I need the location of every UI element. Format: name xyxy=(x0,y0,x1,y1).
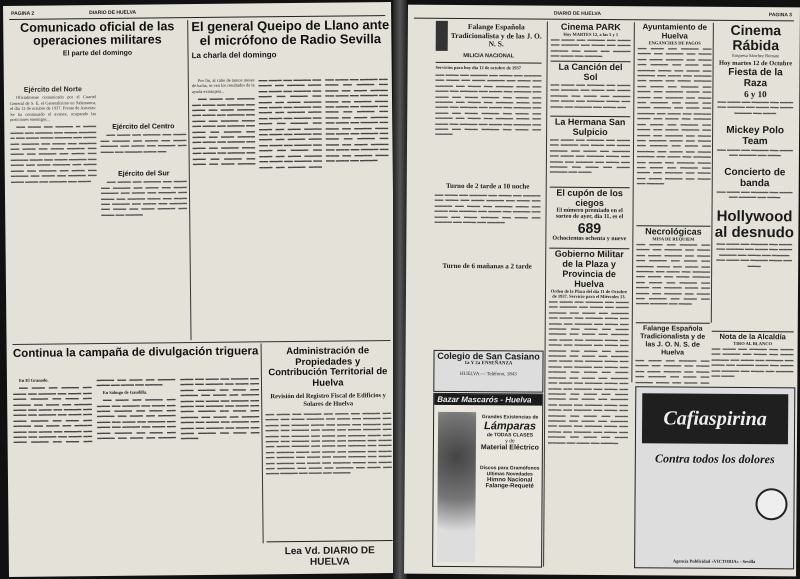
ayuntamiento-column: Ayuntamiento de Huelva ENGANCHES DE PAGOS ▬▬ ▬▬▬ ▬▬ ▬▬▬▬ ▬▬ ▬▬▬ ▬▬ ▬▬▬▬ ▬▬ ▬▬▬ ▬▬ ▬▬▬ ▬▬▬▬ ▬▬ ▬▬▬ ▬▬ ▬▬▬▬ ▬▬ ▬▬▬ ▬▬ ▬▬▬▬ ▬▬▬ ▬▬ ▬▬▬ ▬▬ ▬▬▬▬ ▬▬ ▬▬▬ ▬▬ ▬▬▬▬ ▬▬ ▬▬▬ ▬▬ ▬▬▬ ▬▬▬▬ ▬▬ ▬▬▬ ▬▬ ▬▬▬▬ ▬▬ ▬▬▬ ▬▬ ▬▬▬▬ ▬▬▬ ▬▬ ▬▬▬ ▬▬ ▬▬▬▬ ▬▬ ▬▬▬ ▬▬ ▬▬▬▬ ▬▬ ▬▬▬ ▬▬ ▬▬▬ ▬▬▬▬ ▬▬ ▬▬▬ ▬▬ ▬▬▬▬ ▬▬ ▬▬▬ ▬▬ ▬▬▬▬ ▬▬▬ ▬▬ ▬▬▬ ▬▬ ▬▬▬▬ ▬▬ ▬▬▬ ▬▬ ▬▬▬▬ ▬▬ ▬▬▬ ▬▬ ▬▬▬ ▬▬▬▬ ▬▬ ▬▬▬ ▬▬ ▬▬▬▬ ▬▬ ▬▬▬ ▬▬ ▬▬▬▬ ▬▬▬ ▬▬ ▬▬▬ ▬▬ ▬▬▬▬ ▬▬ ▬▬▬ ▬▬ ▬▬▬▬ ▬▬ ▬▬▬ ▬▬ ▬▬▬ ▬▬▬▬ ▬▬ ▬▬▬ ▬▬ ▬▬▬▬ ▬▬ ▬▬▬ ▬▬ ▬▬▬▬ ▬▬▬ ▬▬ ▬▬▬ ▬▬ ▬▬▬▬ ▬▬ ▬▬▬ ▬▬ ▬▬▬▬ ▬▬ ▬▬▬ ▬▬ ▬▬▬ ▬▬▬▬ ▬▬ ▬▬▬ ▬▬ ▬▬▬▬ Necrológicas MISA DE REQUIEM ▬▬ ▬▬▬ ▬▬ ▬▬▬▬ ▬▬ ▬▬▬ ▬▬ ▬▬▬▬ ▬▬ ▬▬▬ ▬▬ ▬▬▬ ▬▬▬▬ ▬▬ ▬▬▬ ▬▬ ▬▬▬▬ ▬▬ ▬▬▬ ▬▬ ▬▬▬▬ ▬▬▬ ▬▬ ▬▬▬ ▬▬ ▬▬▬▬ ▬▬ ▬▬▬ ▬▬ ▬▬▬▬ ▬▬ ▬▬▬ ▬▬ ▬▬▬ ▬▬▬▬ ▬▬ ▬▬▬ ▬▬ ▬▬▬▬ ▬▬ ▬▬▬ ▬▬ ▬▬▬▬ ▬▬▬ ▬▬ ▬▬▬ ▬▬ ▬▬▬▬ ▬▬ ▬▬▬ ▬▬ ▬▬▬▬ ▬▬ ▬▬▬ ▬▬ ▬▬▬ ▬▬▬▬ ▬▬ ▬▬▬ xyxy=(635,22,712,307)
falange-emblem-icon xyxy=(436,21,448,51)
column-rule-2 xyxy=(261,343,264,543)
bazar-list xyxy=(480,414,541,489)
ayuntamiento-title: Ayuntamiento de Huelva xyxy=(642,22,708,41)
nota-title: Nota de la Alcaldía xyxy=(712,331,794,342)
gobierno-title: Gobierno Militar de la Plaza y Provincia de Huelva xyxy=(549,248,629,290)
cafiaspirina-tagline: Contra todos los dolores xyxy=(654,451,775,467)
cinema-park-body: Hoy MARTES 12, a las 5 y 1 xyxy=(563,31,619,38)
colegio-sub: 1a Y 2a ENSEÑANZA xyxy=(464,361,513,367)
horizontal-rule xyxy=(13,340,391,345)
lamp-illustration-icon xyxy=(437,412,476,562)
rabida-block: Cinema Rábida Empresa Sánchez Romate Hoy martes 12 de Octubre Fiesta de la Raza 6 y 10 ▬▬ ▬▬▬ ▬▬ ▬▬▬▬ ▬▬ ▬▬▬ ▬▬ ▬▬▬▬ ▬▬ ▬▬▬ ▬▬ ▬▬▬ ▬▬▬▬ ▬▬ ▬▬▬ Mickey Polo Team ▬▬ ▬▬▬ ▬▬ ▬▬▬▬ ▬▬ ▬▬▬ ▬▬ ▬▬▬▬ ▬▬ ▬▬▬ Concierto de banda ▬▬ ▬▬▬ ▬▬ ▬▬▬▬ ▬▬ ▬▬▬ ▬▬ ▬▬▬▬ ▬▬ ▬▬▬ Hollywood al desnudo ▬▬ ▬▬▬ ▬▬ ▬▬▬▬ ▬▬ ▬▬▬ ▬▬ ▬▬▬▬ ▬▬ ▬▬▬ ▬▬ ▬▬▬ ▬▬▬▬ ▬▬ ▬▬▬ ▬▬ ▬▬▬▬ ▬▬ ▬▬▬ ▬▬ ▬▬▬▬ ▬▬▬ ▬▬ ▬▬▬ xyxy=(714,21,795,268)
falange-title: Falange Española Tradicionalista y de las J. O. N. S. xyxy=(450,22,542,49)
cafiaspirina-foot: Agencia Publicidad «VICTORIA» - Sevilla xyxy=(672,558,756,565)
rabida-film3: Hollywood al desnudo xyxy=(714,207,795,242)
middle-column: Cinema PARK Hoy MARTES 12, a las 5 y 1 ▬▬ ▬▬▬ ▬▬ ▬▬▬▬ ▬▬ ▬▬▬ ▬▬ ▬▬▬▬ ▬▬ ▬▬▬ ▬▬ ▬▬▬ ▬▬▬▬ ▬▬ ▬▬▬ ▬▬ ▬▬▬▬ ▬▬ ▬▬▬ ▬▬ ▬▬▬▬ La Canción del Sol ▬▬ ▬▬▬ ▬▬ ▬▬▬▬ ▬▬ ▬▬▬ ▬▬ ▬▬▬▬ ▬▬ ▬▬▬ ▬▬ ▬▬▬ ▬▬▬▬ ▬▬ ▬▬▬ ▬▬ ▬▬▬▬ ▬▬ ▬▬▬ ▬▬ ▬▬▬▬ ▬▬▬ ▬▬ ▬▬▬ ▬▬ ▬▬▬▬ ▬▬ ▬▬▬ ▬▬ La Hermana San Sulpicio ▬▬ ▬▬▬ ▬▬ ▬▬▬▬ ▬▬ ▬▬▬ ▬▬ ▬▬▬▬ ▬▬ ▬▬▬ ▬▬ ▬▬▬ ▬▬▬▬ ▬▬ ▬▬▬ ▬▬ ▬▬▬▬ ▬▬ ▬▬▬ ▬▬ ▬▬▬▬ ▬▬▬ ▬▬ ▬▬▬ ▬▬ ▬▬▬▬ ▬▬ ▬▬▬ ▬▬ ▬▬▬▬ ▬▬ ▬▬▬ ▬▬ ▬▬▬ ▬▬▬▬ ▬▬ ▬▬▬ El cupón de los ciegos El número premiado en el sorteo de ayer, día 11, es el 689 Ochocientos ochenta y nueve Gobierno Militar de la Plaza y Provincia de Huelva Orden de la Plaza del día 11 de Octubre de 1937. Servicio para el Miércoles 13. ▬▬ ▬▬▬ ▬▬ ▬▬▬▬ ▬▬ ▬▬▬ ▬▬ ▬▬▬▬ ▬▬ ▬▬▬ ▬▬ ▬▬▬ ▬▬▬▬ ▬▬ ▬▬▬ ▬▬ ▬▬▬▬ ▬▬ ▬▬▬ ▬▬ ▬▬▬▬ ▬▬▬ ▬▬ ▬▬▬ ▬▬ ▬▬▬▬ ▬▬ ▬▬▬ ▬▬ ▬▬▬▬ ▬▬ ▬▬▬ ▬▬ ▬▬▬ ▬▬▬▬ ▬▬ ▬▬▬ ▬▬ ▬▬▬▬ ▬▬ ▬▬▬ ▬▬ ▬▬▬▬ ▬▬▬ ▬▬ ▬▬▬ ▬▬ ▬▬▬▬ ▬▬ ▬▬▬ ▬▬ ▬▬▬▬ ▬▬ ▬▬▬ ▬▬ ▬▬▬ ▬▬▬▬ ▬▬ ▬▬▬ ▬▬ ▬▬▬▬ ▬▬ ▬▬▬ ▬▬ ▬▬▬▬ ▬▬▬ ▬▬ ▬▬▬ ▬▬ ▬▬▬▬ ▬▬ ▬▬▬ ▬▬ ▬▬▬▬ ▬▬ ▬▬▬ ▬▬ ▬▬▬ ▬▬▬▬ ▬▬ ▬▬▬ ▬▬ ▬▬▬▬ ▬▬ ▬▬▬ ▬▬ ▬▬▬▬ ▬▬▬ ▬▬ ▬▬▬ ▬▬ ▬▬▬▬ ▬▬ ▬▬▬ ▬▬ ▬▬▬▬ ▬▬ ▬▬▬ ▬▬ ▬▬▬ ▬▬▬▬ ▬▬ ▬▬▬ ▬▬ ▬▬▬▬ ▬▬ ▬▬▬ ▬▬ ▬▬▬▬ ▬▬▬ ▬▬ ▬▬▬ ▬▬ ▬▬▬▬ ▬▬ ▬▬▬ ▬▬ ▬▬▬▬ ▬▬ ▬▬▬ ▬▬ ▬▬▬ ▬▬▬▬ ▬▬ ▬▬▬ ▬▬ ▬▬▬▬ ▬▬ ▬▬▬ ▬▬ ▬▬▬▬ ▬▬▬ ▬▬ ▬▬▬ ▬▬ ▬▬▬▬ ▬▬ ▬▬▬ ▬▬ ▬▬▬▬ ▬▬ ▬▬▬ ▬▬ ▬▬▬ ▬▬▬▬ ▬▬ ▬▬▬ ▬▬ ▬▬▬▬ xyxy=(547,21,631,445)
rabida-name: Cinema Rábida xyxy=(730,21,782,54)
story2-body: Por fin, al cabo de tantos meses de lucha, se ven los resultados de la ayuda extranjera... ▬▬ ▬▬▬ ▬▬ ▬▬▬▬ ▬▬ ▬▬▬ ▬▬ ▬▬▬▬ ▬▬ ▬▬▬ ▬▬ ▬▬▬ ▬▬▬▬ ▬▬ ▬▬▬ ▬▬ ▬▬▬▬ ▬▬ ▬▬▬ ▬▬ ▬▬▬▬ ▬▬▬ ▬▬ ▬▬▬ ▬▬ ▬▬▬▬ ▬▬ ▬▬▬ ▬▬ ▬▬▬▬ ▬▬ ▬▬▬ ▬▬ ▬▬▬ ▬▬▬▬ ▬▬ ▬▬▬ ▬▬ ▬▬▬▬ ▬▬ ▬▬▬ ▬▬ ▬▬▬▬ ▬▬▬ ▬▬ ▬▬▬ ▬▬ ▬▬▬▬ ▬▬ ▬▬▬ ▬▬ ▬▬▬▬ ▬▬ ▬▬▬ ▬▬ ▬▬▬ ▬▬▬▬ ▬▬ ▬▬▬ ▬▬ ▬▬▬▬ ▬▬ ▬▬▬ ▬▬ ▬▬▬▬ ▬▬▬ ▬▬ ▬▬▬ ▬▬ ▬▬▬▬ ▬▬ ▬▬▬ ▬▬ ▬▬▬▬ ▬▬ ▬▬▬ ▬▬ ▬▬▬ ▬▬▬▬ ▬▬ ▬▬▬ ▬▬ ▬▬▬▬ ▬▬ ▬▬▬ ▬▬ ▬▬▬▬ ▬▬▬ ▬▬ ▬▬▬ ▬▬ ▬▬▬▬ ▬▬ ▬▬▬ ▬▬ ▬▬▬▬ ▬▬ ▬▬▬ ▬▬ ▬▬▬ ▬▬▬▬ ▬▬ ▬▬▬ ▬▬ ▬▬▬▬ ▬▬ ▬▬▬ ▬▬ ▬▬▬▬ ▬▬▬ ▬▬ ▬▬▬ ▬▬ ▬▬▬▬ ▬▬ ▬▬▬ ▬▬ ▬▬▬▬ ▬▬ ▬▬▬ ▬▬ ▬▬▬ ▬▬▬▬ ▬▬ ▬▬▬ ▬▬ ▬▬▬▬ ▬▬ ▬▬▬ ▬▬ ▬▬▬▬ ▬▬▬ ▬▬ ▬▬▬ ▬▬ ▬▬▬▬ ▬▬ ▬▬▬ ▬▬ ▬▬▬▬ ▬▬ ▬▬▬ ▬▬ ▬▬▬ ▬▬▬▬ ▬▬ ▬▬▬ ▬▬ ▬▬▬▬ ▬▬ ▬▬▬ ▬▬ ▬▬▬▬ ▬▬▬ ▬▬ ▬▬▬ ▬▬ ▬▬▬▬ ▬▬ ▬▬▬ ▬▬ ▬▬▬▬ ▬▬ ▬▬▬ ▬▬ ▬▬▬ ▬▬▬▬ ▬▬ ▬▬▬ ▬▬ ▬▬▬▬ ▬▬ ▬▬▬ ▬▬ ▬▬▬▬ ▬▬▬ ▬▬ ▬▬▬ ▬▬ ▬▬▬▬ ▬▬ ▬▬▬ ▬▬ ▬▬▬▬ ▬▬ ▬▬▬ ▬▬ ▬▬▬ ▬▬▬▬ ▬▬ ▬▬▬ ▬▬ ▬▬▬▬ ▬▬ ▬▬▬ ▬▬ ▬▬▬▬ ▬▬▬ ▬▬ ▬▬▬ ▬▬ ▬▬▬▬ xyxy=(191,76,389,169)
story2-body-text: Por fin, al cabo de tantos meses de lucha, se ven los resultados de la ayuda extranjera... xyxy=(191,77,255,94)
bazar-line-9: Falange-Requeté xyxy=(485,483,534,490)
bazar-name: Bazar Mascarós - Huelva xyxy=(434,394,542,406)
story2-headline: El general Queipo de Llano ante el micrófono de Radio Sevilla xyxy=(191,17,390,48)
story1-block xyxy=(9,20,185,58)
bayer-cross-icon xyxy=(755,488,787,520)
gobierno-body: Orden de la Plaza del día 11 de Octubre de 1937. Servicio para el Miércoles 13. xyxy=(550,288,628,300)
admin-ad-title: Administración de Propiedades y Contribución Territorial de Huelva xyxy=(268,345,388,389)
column-rule-r1 xyxy=(543,22,548,567)
story1-section-sur: Ejército del Sur xyxy=(118,170,170,178)
cupon-body: El número premiado en el sorteo de ayer, día 11, es el xyxy=(555,207,624,221)
story1-section-norte: Ejército del Norte xyxy=(23,86,82,94)
necrologicas-title: Necrológicas xyxy=(636,225,710,237)
admin-ad xyxy=(265,346,393,511)
cupon-suffix: Ochocientos ochenta y nueve xyxy=(552,235,627,243)
story1-sub: El parte del domingo xyxy=(62,49,133,58)
story3-headline: Continua la campaña de divulgación triguera xyxy=(12,345,259,360)
footer-slogan: Lea Vd. DIARIO DE HUELVA xyxy=(267,540,393,568)
bazar-line-4: y de xyxy=(505,438,515,445)
bazar-line-1: Grandes Existencias de xyxy=(481,414,539,421)
right-newspaper-page xyxy=(404,5,800,577)
nota-block: Nota de la Alcaldía TIRO AL BLANCO ▬▬ ▬▬▬ ▬▬ ▬▬▬▬ ▬▬ ▬▬▬ ▬▬ ▬▬▬▬ ▬▬ ▬▬▬ ▬▬ ▬▬▬ ▬▬▬▬ ▬▬ ▬▬▬ ▬▬ ▬▬▬▬ ▬▬ ▬▬▬ ▬▬ ▬▬▬▬ ▬▬▬ ▬▬ ▬▬▬ ▬▬ ▬▬▬▬ ▬▬ ▬▬▬ ▬▬ ▬▬▬▬ ▬▬ ▬▬▬ xyxy=(711,331,794,378)
story3-p1: En El Granado. xyxy=(18,377,49,383)
necrologicas-sub: MISA DE REQUIEM xyxy=(652,236,695,242)
admin-ad-body: ▬▬ ▬▬▬ ▬▬ ▬▬▬▬ ▬▬ ▬▬▬ ▬▬ ▬▬▬▬ ▬▬ ▬▬▬ ▬▬ ▬▬▬ ▬▬▬▬ ▬▬ ▬▬▬ ▬▬ ▬▬▬▬ ▬▬ ▬▬▬ ▬▬ ▬▬▬▬ ▬▬▬ ▬▬ ▬▬▬ ▬▬ ▬▬▬▬ ▬▬ ▬▬▬ ▬▬ ▬▬▬▬ ▬▬ ▬▬▬ ▬▬ ▬▬▬ ▬▬▬▬ ▬▬ ▬▬▬ ▬▬ ▬▬▬▬ ▬▬ ▬▬▬ ▬▬ ▬▬▬▬ ▬▬▬ ▬▬ ▬▬▬ ▬▬ ▬▬▬▬ ▬▬ ▬▬▬ ▬▬ ▬▬▬▬ ▬▬ ▬▬▬ ▬▬ ▬▬▬ ▬▬▬▬ ▬▬ ▬▬▬ ▬▬ ▬▬▬▬ ▬▬ ▬▬▬ ▬▬ ▬▬▬▬ ▬▬▬ ▬▬ ▬▬▬ ▬▬ ▬▬▬▬ ▬▬ ▬▬▬ ▬▬ ▬▬▬▬ ▬▬ ▬▬▬ ▬▬ ▬▬▬ ▬▬▬▬ ▬▬ ▬▬▬ ▬▬ ▬▬▬▬ ▬▬ ▬▬▬ ▬▬ ▬▬▬▬ ▬▬▬ ▬▬ ▬▬▬ ▬▬ ▬▬▬▬ ▬▬ ▬▬▬ ▬▬ ▬▬▬▬ ▬▬ ▬▬▬ ▬▬ ▬▬▬ ▬▬▬▬ ▬▬ ▬▬▬ ▬▬ ▬▬▬▬ xyxy=(265,410,392,476)
left-paper-name: DIARIO DE HUELVA xyxy=(89,9,137,17)
ayuntamiento-sub: ENGANCHES DE PAGOS xyxy=(648,40,701,46)
bazar-line-6: Discos para Gramófonos xyxy=(480,465,540,472)
falange-turno-2: Turno de 6 mañanas a 2 tarde xyxy=(442,261,532,271)
bazar-line-7: Ultimas Novedades xyxy=(486,471,533,478)
falange2-title: Falange Española Tradicionalista y de las J. O. N. S. de Huelva xyxy=(640,325,706,357)
story1-section-centro: Ejército del Centro xyxy=(112,123,175,131)
right-page-header xyxy=(414,8,794,22)
colegio-city: HUELVA xyxy=(459,372,480,378)
story2-kicker: La charla del domingo xyxy=(191,50,277,61)
bazar-line-3: de TODAS CLASES xyxy=(486,432,534,439)
falange-turno: Turno de 2 tarde a 10 noche xyxy=(446,181,530,191)
cafiaspirina-ad xyxy=(634,386,795,569)
left-newspaper-page xyxy=(3,2,397,577)
bazar-ad xyxy=(432,393,543,568)
cancion-title: La Canción del Sol xyxy=(550,61,630,83)
left-page-label: PAGINA 2 xyxy=(11,10,35,17)
story1-headline: Comunicado oficial de las operaciones militares xyxy=(20,19,175,48)
colegio-phone: Teléfono, 1843 xyxy=(486,372,517,378)
right-page-label: PAGINA 3 xyxy=(768,12,792,19)
story1-filler: ▬▬ ▬▬▬ ▬▬ ▬▬▬▬ ▬ ▬▬▬ ▬▬▬ ▬▬ ▬▬▬▬ ▬▬ ▬▬▬ ▬▬▬▬ ▬ ▬▬ ▬▬▬ ▬▬▬ ▬▬▬▬ ▬▬ ▬▬▬ ▬▬ ▬▬▬▬ ▬▬ ▬▬▬ ▬▬ ▬▬▬▬ ▬▬ ▬▬▬ ▬▬ ▬▬▬ ▬▬▬▬ ▬▬ ▬▬▬ ▬▬ ▬▬▬▬ ▬▬ ▬▬▬ ▬▬ ▬▬▬▬ ▬▬▬ ▬▬ ▬▬▬ ▬▬▬▬ ▬▬ ▬▬▬ ▬▬ ▬▬▬ ▬▬▬▬ ▬▬ ▬▬▬ ▬▬▬ ▬▬ ▬▬▬▬ ▬▬ ▬▬▬ ▬▬ ▬▬▬▬ ▬▬ ▬▬▬ ▬▬ ▬▬▬▬ ▬▬ ▬▬▬ ▬▬▬ ▬▬ ▬▬▬▬ ▬▬ ▬▬▬ xyxy=(10,123,97,184)
falange-subtitle: MILICIA NACIONAL xyxy=(463,53,515,60)
column-rule-r2 xyxy=(631,22,635,382)
story1-col1 xyxy=(10,85,99,326)
admin-ad-subtitle: Revisión del Registro Fiscal de Edificios y Solares de Huelva xyxy=(270,392,386,408)
right-paper-name: DIARIO DE HUELVA xyxy=(553,10,601,17)
bazar-line-2: Lámparas xyxy=(484,420,537,433)
rabida-company: Empresa Sánchez Romate xyxy=(732,52,780,59)
story2-block xyxy=(191,18,389,60)
falange-service: Servicios para hoy día 12 de octubre de 1937 xyxy=(436,62,542,71)
story1-col2: Ejército del Centro ▬▬ ▬▬▬ ▬▬ ▬▬▬▬ ▬▬ ▬▬▬ ▬▬ ▬▬▬▬ ▬▬ ▬▬▬ ▬▬ ▬▬▬ ▬▬▬▬ ▬▬ ▬▬▬ ▬▬ ▬▬▬▬ ▬▬ ▬▬▬ ▬▬ ▬▬▬▬ ▬▬▬ ▬▬ Ejército del Sur ▬▬ ▬▬▬ ▬▬ ▬▬▬▬ ▬▬ ▬▬▬ ▬▬ ▬▬▬▬ ▬▬ ▬▬▬ ▬▬ ▬▬▬ ▬▬▬▬ ▬▬ ▬▬▬ ▬▬ ▬▬▬▬ ▬▬ ▬▬▬ ▬▬ ▬▬▬▬ ▬▬▬ ▬▬ ▬▬▬ ▬▬ ▬▬▬▬ ▬▬ ▬▬▬ ▬▬ ▬▬▬▬ ▬▬ ▬▬▬ ▬▬ ▬▬▬ ▬▬▬▬ ▬▬ ▬▬▬ ▬▬ ▬▬▬▬ xyxy=(100,123,188,217)
story3-block xyxy=(13,345,259,360)
cafiaspirina-name: Cafiaspirina xyxy=(642,393,788,444)
story1-body: Oficialmente comunicado por el Cuartel General de S. E. el Generalísimo en Salamanca, el día 12 de octubre de 1937. Frente de Asturias: Se ha continuado el avance, ocupando las posiciones enemigas... xyxy=(10,94,97,123)
rabida-time: 6 y 10 xyxy=(744,88,767,100)
nota-sub: TIRO AL BLANCO xyxy=(733,340,773,347)
cinema-park-name: Cinema PARK xyxy=(560,21,621,33)
colegio-ad: Colegio de San Casiano 1a Y 2a ENSEÑANZA HUELVA — Teléfono, 1843 xyxy=(433,350,543,393)
bazar-line-8: Himno Nacional xyxy=(486,477,533,484)
bazar-line-5: Material Eléctrico xyxy=(480,444,539,452)
colegio-name: Colegio de San Casiano xyxy=(437,350,540,362)
rabida-date: Hoy martes 12 de Octubre xyxy=(718,59,793,68)
falange-block: Falange Española Tradicionalista y de las J. O. N. S. MILICIA NACIONAL Servicios para hoy día 12 de octubre de 1937 ▬▬ ▬▬▬ ▬▬ ▬▬▬▬ ▬▬ ▬▬▬ ▬▬ ▬▬▬▬ ▬▬ ▬▬▬ ▬▬ ▬▬▬ ▬▬▬▬ ▬▬ ▬▬▬ ▬▬ ▬▬▬▬ ▬▬ ▬▬▬ ▬▬ ▬▬▬▬ ▬▬▬ ▬▬ ▬▬▬ ▬▬ ▬▬▬▬ ▬▬ ▬▬▬ ▬▬ ▬▬▬▬ ▬▬ ▬▬▬ ▬▬ ▬▬▬ ▬▬▬▬ ▬▬ ▬▬▬ ▬▬ ▬▬▬▬ ▬▬ ▬▬▬ ▬▬ ▬▬▬▬ ▬▬▬ ▬▬ ▬▬▬ ▬▬ ▬▬▬▬ ▬▬ ▬▬▬ ▬▬ ▬▬▬▬ ▬▬ ▬▬▬ ▬▬ ▬▬▬ ▬▬▬▬ ▬▬ ▬▬▬ ▬▬ ▬▬▬▬ ▬▬ ▬▬▬ ▬▬ ▬▬▬▬ ▬▬▬ ▬▬ ▬▬▬ ▬▬ ▬▬▬▬ ▬▬ ▬▬▬ ▬▬ ▬▬▬▬ ▬▬ ▬▬▬ ▬▬ ▬▬▬ ▬▬▬▬ ▬▬ ▬▬▬ ▬▬ ▬▬▬▬ Turno de 2 tarde a 10 noche ▬▬ ▬▬▬ ▬▬ ▬▬▬▬ ▬▬ ▬▬▬ ▬▬ ▬▬▬▬ ▬▬ ▬▬▬ ▬▬ ▬▬▬ ▬▬▬▬ ▬▬ ▬▬▬ ▬▬ ▬▬▬▬ ▬▬ ▬▬▬ ▬▬ ▬▬▬▬ ▬▬▬ ▬▬ ▬▬▬ ▬▬ ▬▬▬▬ ▬▬ ▬▬▬ ▬▬ ▬▬▬▬ ▬▬ ▬▬▬ ▬▬ ▬▬▬ ▬▬▬▬ ▬▬ ▬▬▬ ▬▬ ▬▬▬▬ ▬▬ ▬▬▬ ▬▬ ▬▬▬▬ Turno de 6 mañanas a 2 tarde xyxy=(434,22,542,271)
rabida-film2: Concierto de banda xyxy=(724,166,786,190)
cupon-title: El cupón de los ciegos xyxy=(550,187,630,209)
story3-body: En El Granado. ▬▬ ▬▬▬ ▬▬ ▬▬▬▬ ▬▬ ▬▬▬ ▬▬ ▬▬▬▬ ▬▬ ▬▬▬ ▬▬ ▬▬▬ ▬▬▬▬ ▬▬ ▬▬▬ ▬▬ ▬▬▬▬ ▬▬ ▬▬▬ ▬▬ ▬▬▬▬ ▬▬▬ ▬▬ ▬▬▬ ▬▬ ▬▬▬▬ ▬▬ ▬▬▬ ▬▬ ▬▬▬▬ ▬▬ ▬▬▬ ▬▬ ▬▬▬ ▬▬▬▬ ▬▬ ▬▬▬ ▬▬ ▬▬▬▬ ▬▬ ▬▬▬ ▬▬ ▬▬▬▬ ▬▬▬ ▬▬ ▬▬▬ ▬▬ ▬▬▬▬ ▬▬ ▬▬▬ ▬▬ ▬▬▬▬ ▬▬ ▬▬▬ ▬▬ ▬▬▬ ▬▬▬▬ ▬▬ ▬▬▬ ▬▬ ▬▬▬▬ ▬▬ ▬▬▬ ▬▬ ▬▬▬▬ ▬▬▬ ▬▬ ▬▬▬ ▬▬ ▬▬▬▬ En Sabugo de Gaudilla. ▬▬ ▬▬▬ ▬▬ ▬▬▬▬ ▬▬ ▬▬▬ ▬▬ ▬▬▬▬ ▬▬ ▬▬▬ ▬▬ ▬▬▬ ▬▬▬▬ ▬▬ ▬▬▬ ▬▬ ▬▬▬▬ ▬▬ ▬▬▬ ▬▬ ▬▬▬▬ ▬▬▬ ▬▬ ▬▬▬ ▬▬ ▬▬▬▬ ▬▬ ▬▬▬ ▬▬ ▬▬▬▬ ▬▬ ▬▬▬ ▬▬ ▬▬▬ ▬▬▬▬ ▬▬ ▬▬▬ ▬▬ ▬▬▬▬ ▬▬ ▬▬▬ ▬▬ ▬▬▬▬ ▬▬▬ ▬▬ ▬▬▬ ▬▬ ▬▬▬▬ ▬▬ ▬▬▬ ▬▬ ▬▬▬▬ ▬▬ ▬▬▬ ▬▬ ▬▬▬ ▬▬▬▬ ▬▬ ▬▬▬ ▬▬ ▬▬▬▬ ▬▬ ▬▬▬ ▬▬ ▬▬▬▬ ▬▬▬ ▬▬ ▬▬▬ ▬▬ ▬▬▬▬ ▬▬ ▬▬▬ ▬▬ ▬▬▬▬ ▬▬ ▬▬▬ ▬▬ ▬▬▬ ▬▬▬▬ ▬▬ ▬▬▬ ▬▬ ▬▬▬▬ ▬▬ ▬▬▬ ▬▬ ▬▬▬▬ ▬▬▬ ▬▬ ▬▬▬ ▬▬ ▬▬▬▬ ▬▬ ▬▬▬ ▬▬ ▬▬▬▬ ▬▬ ▬▬▬ ▬▬ ▬▬▬ ▬▬▬▬ ▬▬ ▬▬▬ ▬▬ ▬▬▬▬ xyxy=(13,375,260,445)
hermana-title: La Hermana San Sulpicio xyxy=(550,116,630,138)
rabida-feast: Fiesta de la Raza xyxy=(728,66,783,90)
story3-p2: En Sabugo de Gaudilla. xyxy=(102,389,148,395)
cupon-number: 689 xyxy=(577,219,602,236)
rabida-film1: Mickey Polo Team xyxy=(726,124,785,148)
falange2-block: Falange Española Tradicionalista y de las J. O. N. S. de Huelva ▬▬ ▬▬▬ ▬▬ ▬▬▬▬ ▬▬ ▬▬▬ ▬▬ ▬▬▬▬ ▬▬ ▬▬▬ ▬▬ ▬▬▬ ▬▬▬▬ ▬▬ ▬▬▬ ▬▬ ▬▬▬▬ ▬▬ ▬▬▬ ▬▬ ▬▬▬▬ ▬▬▬ ▬▬ ▬▬▬ ▬▬ xyxy=(635,322,710,398)
